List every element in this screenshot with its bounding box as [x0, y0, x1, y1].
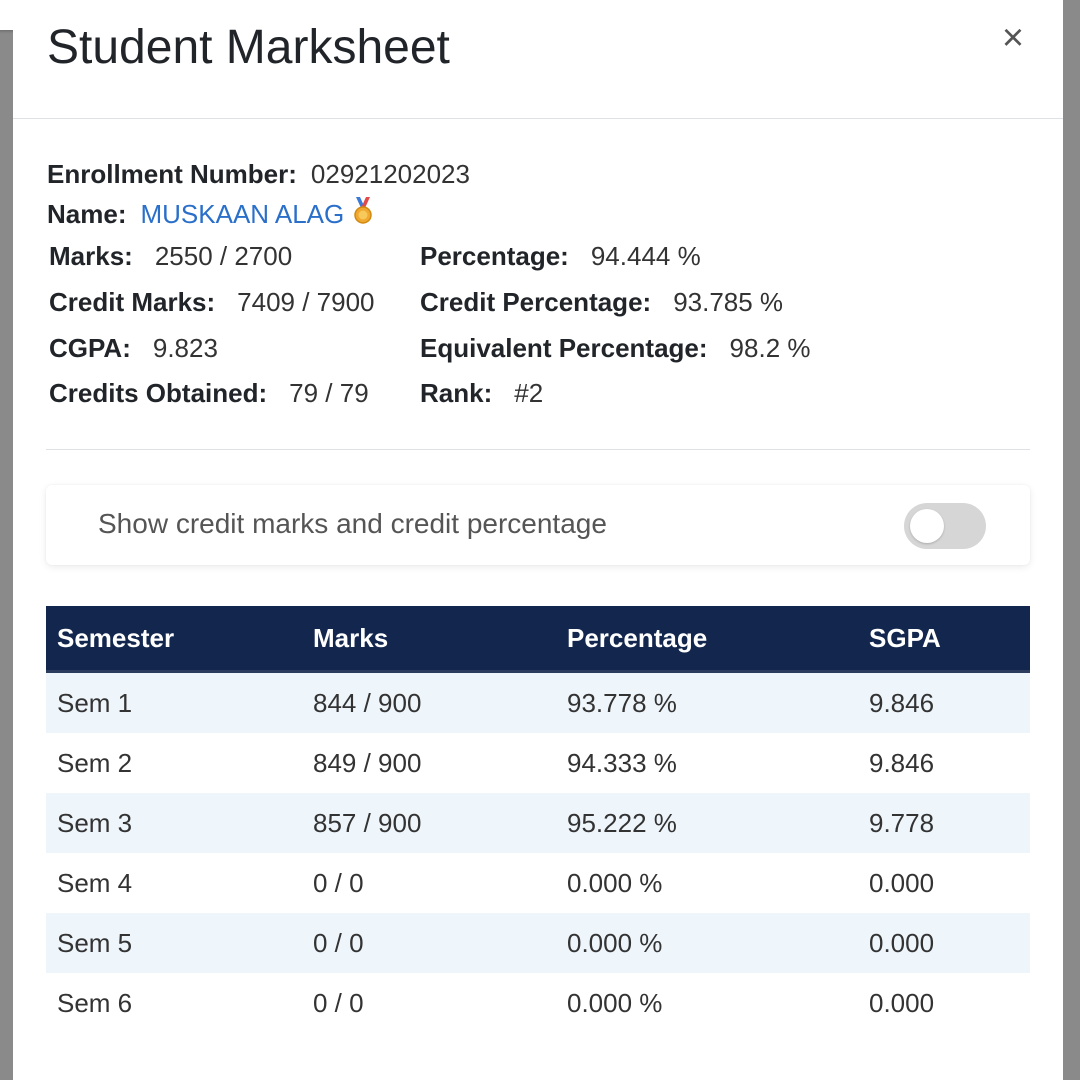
- name-row: [47, 196, 1037, 236]
- credits-obtained-label: Credits Obtained:: [49, 378, 268, 408]
- credit-marks-stat: [49, 284, 375, 320]
- percentage-cell: 95.222 %: [567, 807, 677, 838]
- credits-obtained-stat: [49, 375, 369, 411]
- semester-cell: Sem 5: [57, 927, 133, 958]
- modal-header: [13, 0, 1063, 119]
- equivalent-percentage-label: Equivalent Percentage:: [420, 333, 708, 363]
- percentage-stat: [420, 238, 701, 274]
- medal-icon: [352, 197, 374, 234]
- cgpa-stat: [49, 330, 218, 366]
- sgpa-cell: 0.000: [869, 927, 935, 958]
- marks-cell: 0 / 0: [313, 867, 364, 898]
- table-header-row: [46, 606, 1030, 672]
- rank-value: #2: [514, 378, 544, 408]
- header-marks[interactable]: Marks: [302, 606, 556, 672]
- credit-marks-label: Credit Marks:: [49, 287, 216, 317]
- percentage-cell: 0.000 %: [567, 987, 663, 1018]
- toggle-knob: [910, 509, 944, 543]
- percentage-cell: 93.778 %: [567, 687, 677, 718]
- enrollment-value: 02921202023: [310, 159, 470, 189]
- section-divider: [46, 449, 1030, 450]
- marks-stat: [49, 238, 292, 274]
- sgpa-cell: 9.778: [869, 807, 935, 838]
- credit-toggle-label: Show credit marks and credit percentage: [98, 508, 607, 539]
- marks-cell: 857 / 900: [313, 807, 422, 838]
- header-semester[interactable]: Semester: [46, 606, 302, 672]
- marks-value: 2550 / 2700: [154, 241, 293, 271]
- credit-percentage-label: Credit Percentage:: [420, 287, 652, 317]
- header-sgpa[interactable]: SGPA: [858, 606, 1030, 672]
- rank-stat: [420, 375, 543, 411]
- table-row: [46, 672, 1030, 734]
- equivalent-percentage-value: 98.2 %: [729, 333, 811, 363]
- marks-cell: 844 / 900: [313, 687, 422, 718]
- sgpa-cell: 0.000: [869, 987, 935, 1018]
- cgpa-label: CGPA:: [49, 333, 131, 363]
- name-label: Name:: [47, 199, 127, 229]
- sgpa-cell: 0.000: [869, 867, 935, 898]
- table-row: [46, 793, 1030, 853]
- marks-label: Marks:: [49, 241, 133, 271]
- rank-label: Rank:: [420, 378, 493, 408]
- percentage-value: 94.444 %: [590, 241, 701, 271]
- student-info: [47, 156, 1037, 236]
- semester-cell: Sem 3: [57, 807, 133, 838]
- credits-obtained-value: 79 / 79: [289, 378, 369, 408]
- percentage-label: Percentage:: [420, 241, 569, 271]
- enrollment-row: [47, 156, 1037, 196]
- table-row: [46, 853, 1030, 913]
- credit-toggle-card: [46, 485, 1030, 565]
- semester-cell: Sem 4: [57, 867, 133, 898]
- close-icon[interactable]: ×: [1001, 17, 1025, 59]
- semester-cell: Sem 6: [57, 987, 133, 1018]
- semester-cell: Sem 2: [57, 747, 133, 778]
- semester-cell: Sem 1: [57, 687, 133, 718]
- marks-cell: 0 / 0: [313, 927, 364, 958]
- credit-toggle-switch[interactable]: [904, 503, 986, 549]
- credit-percentage-stat: [420, 284, 783, 320]
- table-row: [46, 913, 1030, 973]
- student-name-link[interactable]: MUSKAAN ALAG: [140, 199, 345, 229]
- marks-cell: 0 / 0: [313, 987, 364, 1018]
- percentage-cell: 0.000 %: [567, 867, 663, 898]
- marks-cell: 849 / 900: [313, 747, 422, 778]
- table-row: [46, 733, 1030, 793]
- table-row: [46, 973, 1030, 1033]
- sgpa-cell: 9.846: [869, 747, 935, 778]
- credit-marks-value: 7409 / 7900: [237, 287, 375, 317]
- marksheet-modal: [13, 0, 1063, 1080]
- header-percentage[interactable]: Percentage: [556, 606, 858, 672]
- semester-table: [46, 606, 1030, 1033]
- enrollment-label: Enrollment Number:: [47, 159, 297, 189]
- sgpa-cell: 9.846: [869, 687, 935, 718]
- cgpa-value: 9.823: [152, 333, 218, 363]
- credit-percentage-value: 93.785 %: [673, 287, 784, 317]
- equivalent-percentage-stat: [420, 330, 811, 366]
- modal-title: Student Marksheet: [47, 21, 450, 74]
- percentage-cell: 0.000 %: [567, 927, 663, 958]
- percentage-cell: 94.333 %: [567, 747, 677, 778]
